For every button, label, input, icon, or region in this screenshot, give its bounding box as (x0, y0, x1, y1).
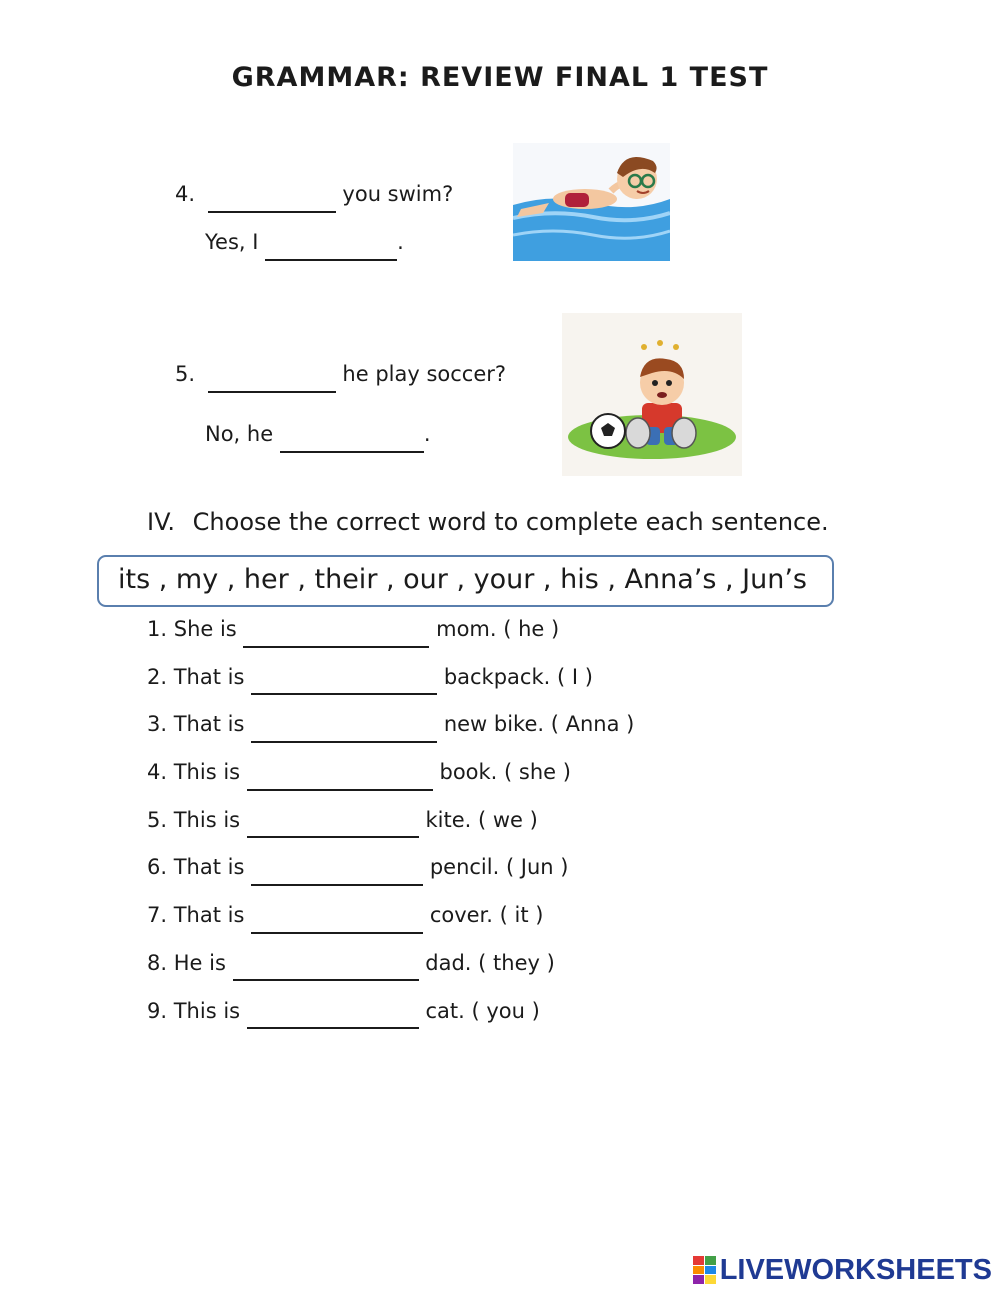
item-prefix: That is (173, 664, 245, 689)
answer-input-3[interactable] (251, 719, 437, 743)
item-prefix: She is (173, 617, 237, 641)
item-suffix: kite. ( we ) (425, 807, 538, 832)
answer-input-5[interactable] (247, 814, 419, 838)
item-prefix: That is (173, 855, 245, 880)
answer-5 (205, 422, 431, 453)
page-title: GRAMMAR: REVIEW FINAL 1 TEST (231, 62, 769, 93)
answer-input-9[interactable] (247, 1005, 419, 1029)
period: . (397, 230, 404, 254)
section-numeral: IV. (147, 508, 176, 536)
item-number: 5. (147, 807, 168, 832)
answer-input-4[interactable] (247, 767, 433, 791)
item-prefix: He is (173, 950, 226, 975)
list-item (147, 803, 634, 851)
section-heading (147, 508, 829, 536)
list-item (147, 994, 634, 1042)
answer-input-q5b[interactable] (280, 429, 424, 453)
item-number: 6. (147, 855, 168, 880)
list-item (147, 707, 634, 755)
question-5 (175, 362, 506, 393)
swimmer-image (513, 143, 670, 261)
period: . (423, 422, 431, 446)
answer-input-7[interactable] (251, 910, 423, 934)
item-number: 7. (147, 903, 168, 928)
liveworksheets-logo (693, 1253, 992, 1287)
answer-input-6[interactable] (251, 862, 423, 886)
question-number: 5. (175, 362, 196, 386)
exercise-list (147, 612, 634, 1041)
item-suffix: new bike. ( Anna ) (443, 712, 635, 737)
item-number: 3. (147, 712, 168, 737)
logo-icon (693, 1256, 717, 1284)
question-number: 4. (175, 182, 196, 206)
list-item (147, 755, 634, 803)
soccer-boy-illustration (562, 313, 742, 476)
answer-input-q5a[interactable] (208, 369, 336, 393)
list-item (147, 898, 634, 946)
item-suffix: book. ( she ) (439, 760, 571, 785)
item-number: 1. (147, 617, 168, 641)
answer-prefix: Yes, I (205, 230, 259, 254)
swimmer-illustration (513, 143, 670, 261)
soccer-boy-image (562, 313, 742, 476)
answer-4 (205, 230, 404, 261)
section-instruction: Choose the correct word to complete each sentence. (192, 508, 829, 536)
logo-text: LIVEWORKSHEETS (719, 1253, 992, 1286)
answer-prefix: No, he (205, 422, 274, 446)
answer-input-1[interactable] (243, 624, 429, 648)
list-item (147, 612, 634, 660)
word-bank: its , my , her , their , our , your , his , Anna’s , Jun’s (97, 555, 834, 607)
item-suffix: cat. ( you ) (425, 998, 540, 1023)
item-number: 9. (147, 998, 168, 1023)
item-suffix: backpack. ( I ) (443, 664, 593, 689)
question-text: he play soccer? (342, 362, 507, 386)
item-prefix: This is (173, 998, 241, 1023)
answer-input-8[interactable] (233, 957, 419, 981)
item-prefix: That is (173, 712, 245, 737)
item-prefix: This is (173, 807, 241, 832)
item-prefix: That is (173, 903, 245, 928)
question-4 (175, 182, 453, 213)
answer-input-q4b[interactable] (265, 237, 397, 261)
answer-input-q4a[interactable] (208, 189, 336, 213)
list-item (147, 850, 634, 898)
item-suffix: dad. ( they ) (425, 950, 555, 975)
item-number: 8. (147, 950, 168, 975)
list-item (147, 660, 634, 708)
item-suffix: cover. ( it ) (429, 903, 544, 928)
item-suffix: pencil. ( Jun ) (429, 855, 569, 880)
item-prefix: This is (173, 760, 241, 785)
question-text: you swim? (342, 182, 454, 206)
item-number: 4. (147, 760, 168, 785)
item-suffix: mom. ( he ) (436, 617, 560, 641)
item-number: 2. (147, 664, 168, 689)
answer-input-2[interactable] (251, 671, 437, 695)
list-item (147, 946, 634, 994)
